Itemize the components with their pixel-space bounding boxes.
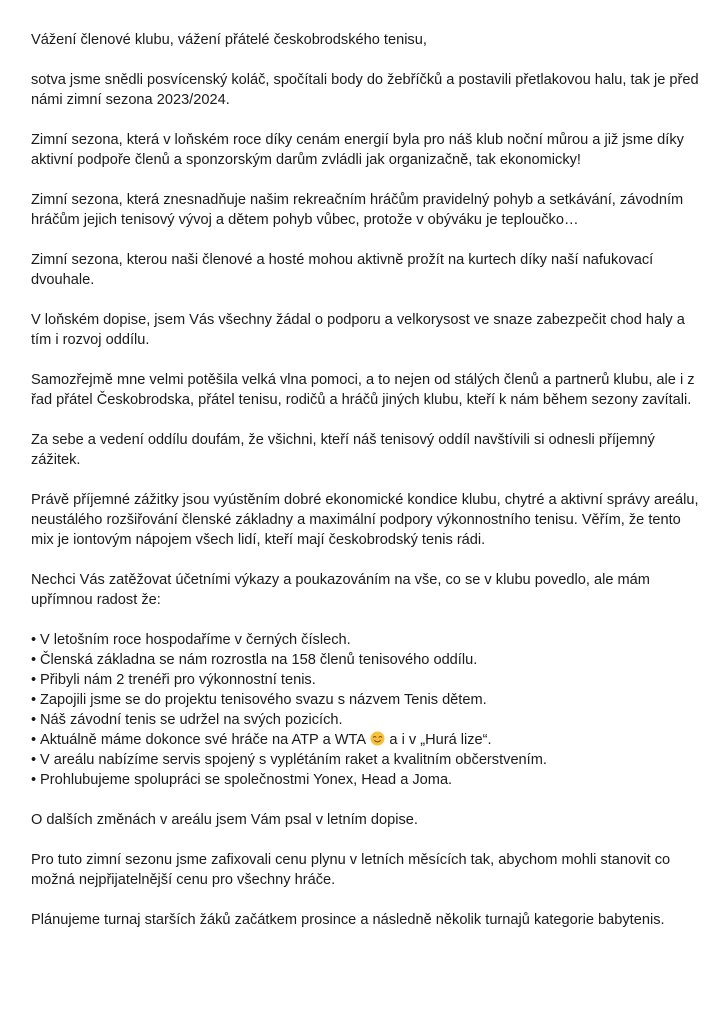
paragraph: Zimní sezona, která v loňském roce díky cenám energií byla pro náš klub noční můrou a již jsme díky aktivní podpoře členů a sponzorským darům zvládli jak organizačně, tak ekonomicky! <box>31 132 684 168</box>
bullet-mark: • <box>31 772 37 788</box>
achievements-list <box>31 630 701 790</box>
bullet-mark: • <box>31 712 37 728</box>
bullet-mark: • <box>31 752 37 768</box>
list-item-text: Přibyli nám 2 trenéři pro výkonnostní tenis. <box>40 672 316 688</box>
list-item-text: V areálu nabízíme servis spojený s vyplétáním raket a kvalitním občerstvením. <box>40 752 547 768</box>
list-item <box>31 710 701 730</box>
paragraph: sotva jsme snědli posvícenský koláč, spočítali body do žebříčků a postavili přetlakovou halu, tak je před námi zimní sezona 2023/2024. <box>31 72 699 108</box>
paragraph: Zimní sezona, kterou naši členové a hosté mohou aktivně prožít na kurtech díky naší nafukovací dvouhale. <box>31 252 654 288</box>
paragraph: Zimní sezona, která znesnadňuje našim rekreačním hráčům pravidelný pohyb a setkávání, závodním hráčům jejich tenisový vývoj a dětem pohyb vůbec, protože v obýváku je teploučko… <box>31 192 684 228</box>
list-item <box>31 630 701 650</box>
list-item-suffix: a i v „Hurá lize“. <box>385 732 492 748</box>
paragraph: Samozřejmě mne velmi potěšila velká vlna pomoci, a to nejen od stálých členů a partnerů klubu, ale i z řad přátel Českobrodska, přátel tenisu, rodičů a hráčů jiných klubu, kteří k nám během sezony zavítali. <box>31 372 695 408</box>
list-item <box>31 690 701 710</box>
letter-page <box>31 30 701 950</box>
paragraph: Právě příjemné zážitky jsou vyústěním dobré ekonomické kondice klubu, chytré a aktivní správy areálu, neustálého rozšiřování členské základny a maximální podpory výkonnostního tenisu. Věřím, že tento mix je iontovým nápojem všech lidí, kteří mají českobrodský tenis rádi. <box>31 492 699 548</box>
smiling-face-icon <box>370 731 385 746</box>
list-item-text: Prohlubujeme spolupráci se společnostmi Yonex, Head a Joma. <box>40 772 453 788</box>
paragraph: Nechci Vás zatěžovat účetními výkazy a poukazováním na vše, co se v klubu povedlo, ale mám upřímnou radost že: <box>31 572 650 608</box>
list-item <box>31 730 701 750</box>
bullet-mark: • <box>31 672 37 688</box>
bullet-mark: • <box>31 632 37 648</box>
greeting: Vážení členové klubu, vážení přátelé českobrodského tenisu, <box>31 32 427 48</box>
bullet-mark: • <box>31 692 37 708</box>
paragraph: O dalších změnách v areálu jsem Vám psal v letním dopise. <box>31 812 418 828</box>
paragraph: V loňském dopise, jsem Vás všechny žádal o podporu a velkorysost ve snaze zabezpečit chod haly a tím i rozvoj oddílu. <box>31 312 685 348</box>
paragraph: Pro tuto zimní sezonu jsme zafixovali cenu plynu v letních měsících tak, abychom mohli stanovit co možná nejpřijatelnější cenu pro všechny hráče. <box>31 852 671 888</box>
list-item-text: Členská základna se nám rozrostla na 158 členů tenisového oddílu. <box>40 652 478 668</box>
paragraph: Za sebe a vedení oddílu doufám, že všichni, kteří náš tenisový oddíl navštívili si odnesli příjemný zážitek. <box>31 432 655 468</box>
list-item-text: Náš závodní tenis se udržel na svých pozicích. <box>40 712 343 728</box>
bullet-mark: • <box>31 732 37 748</box>
list-item <box>31 750 701 770</box>
list-item-text: Aktuálně máme dokonce své hráče na ATP a WTA <box>40 732 366 748</box>
list-item-text: V letošním roce hospodaříme v černých číslech. <box>40 632 351 648</box>
list-item <box>31 770 701 790</box>
list-item <box>31 670 701 690</box>
list-item <box>31 650 701 670</box>
bullet-mark: • <box>31 652 37 668</box>
paragraph: Plánujeme turnaj starších žáků začátkem prosince a následně několik turnajů kategorie babytenis. <box>31 912 665 928</box>
list-item-text: Zapojili jsme se do projektu tenisového svazu s názvem Tenis dětem. <box>40 692 487 708</box>
